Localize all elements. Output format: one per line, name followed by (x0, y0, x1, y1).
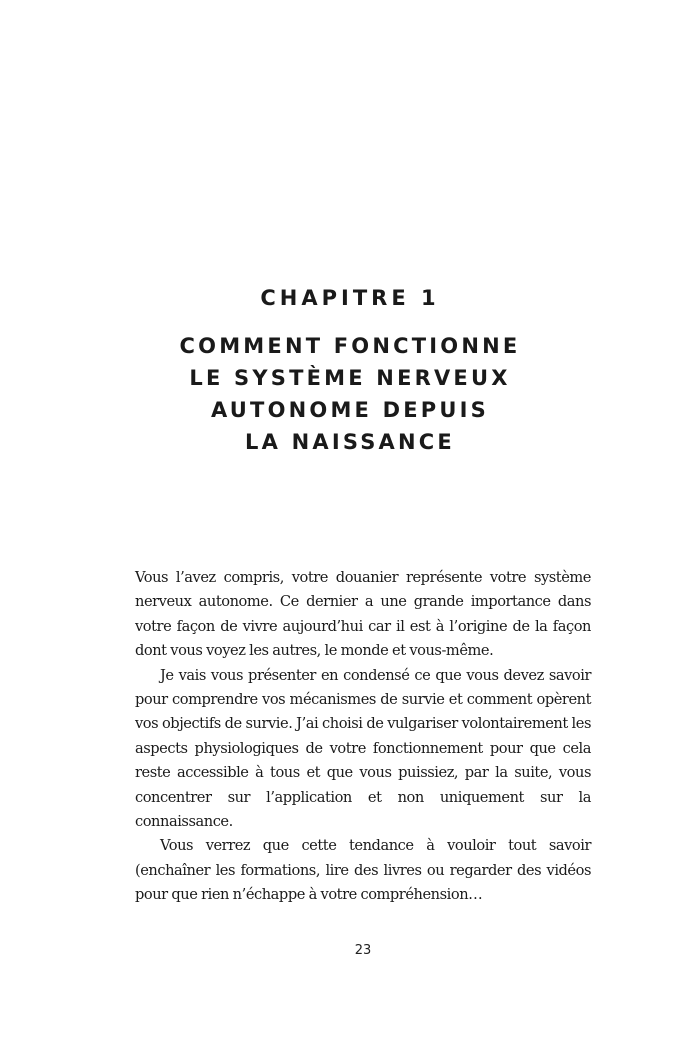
chapter-title-line: AUTONOME DEPUIS (211, 398, 489, 422)
chapter-title-line: LA NAISSANCE (245, 430, 455, 454)
paragraph: Vous l’avez compris, votre douanier représente votre système nerveux autonome. Ce dernier a une grande importance dans votre façon de vivre aujourd’hui car il est à l’origine de la façon dont vous voyez les autres, le monde et vous-même. (135, 569, 591, 660)
chapter-title-line: LE SYSTÈME NERVEUX (189, 366, 511, 390)
body-text (135, 566, 591, 908)
page-number: 23 (354, 943, 372, 958)
paragraph: Je vais vous présenter en condensé ce que vous devez savoir pour comprendre vos mécanismes de survie et comment opèrent vos objectifs de survie. J’ai choisi de vulgariser volontairement les aspects physiologiques de votre fonctionnement pour que cela reste accessible à tous et que vous puissiez, par la suite, vous concentrer sur l’application et non uniquement sur la connaissance. (135, 666, 591, 831)
chapter-label: CHAPITRE 1 (260, 286, 440, 310)
paragraph: Vous verrez que cette tendance à vouloir tout savoir (enchaîner les formations, lire des livres ou regarder des vidéos pour que rien n’échappe à votre compréhension… (135, 837, 591, 904)
chapter-title (0, 330, 700, 458)
chapter-title-line: COMMENT FONCTIONNE (179, 334, 521, 358)
